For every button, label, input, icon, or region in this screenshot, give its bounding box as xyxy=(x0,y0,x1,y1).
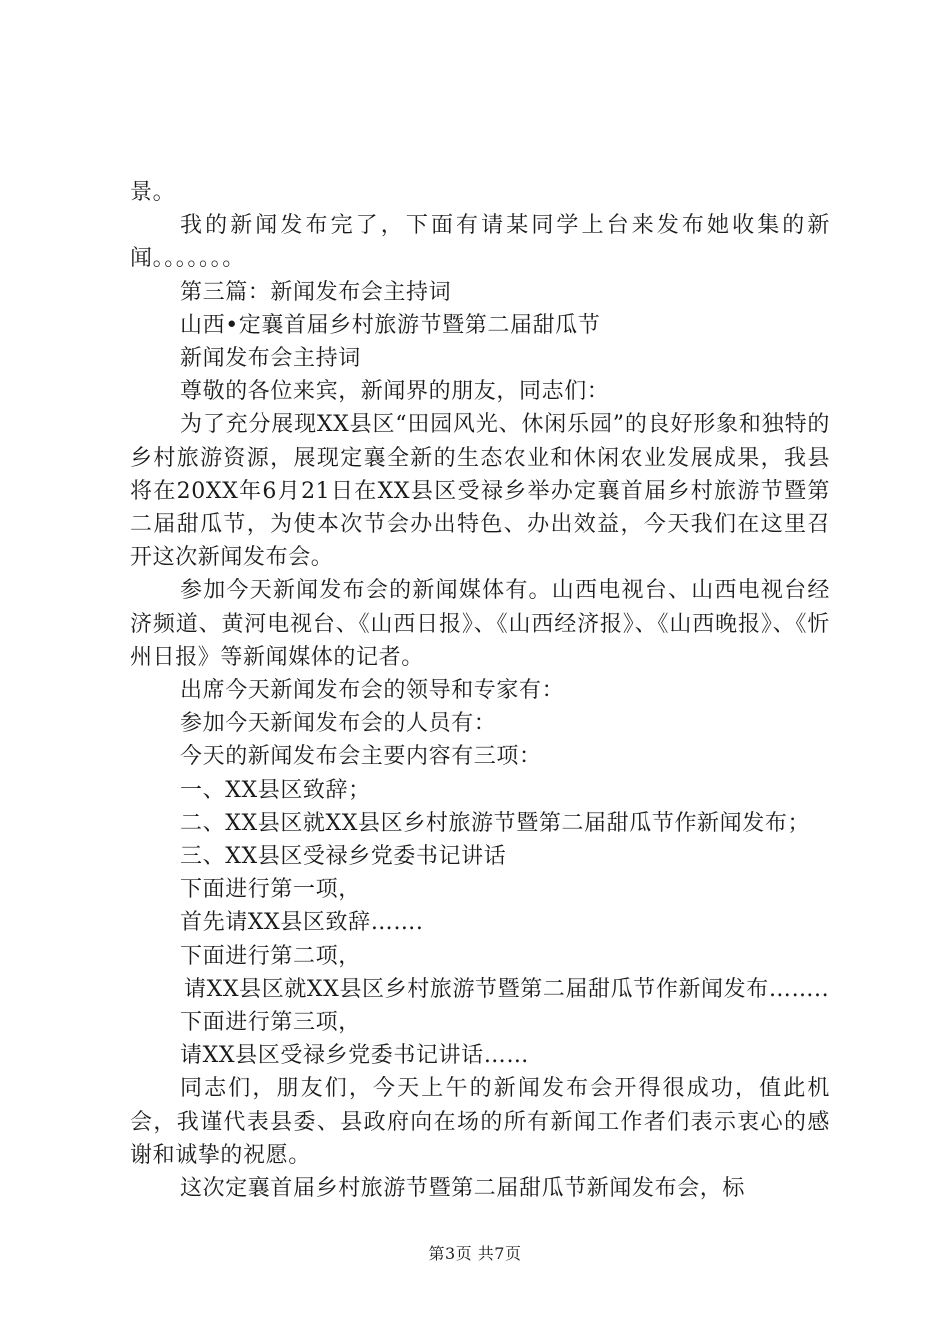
event-title: 山西•定襄首届乡村旅游节暨第二届甜瓜节 xyxy=(180,312,601,338)
paragraph-media: 参加今天新闻发布会的新闻媒体有。山西电视台、山西电视台经济频道、黄河电视台、《山西日报》、《山西经济报》、《山西晚报》、《忻州日报》等新闻媒体的记者。 xyxy=(130,578,830,670)
paragraph-closing: 这次定襄首届乡村旅游节暨第二届甜瓜节新闻发布会，标 xyxy=(180,1176,746,1202)
paragraph-1: 景。 xyxy=(130,180,176,205)
paragraph-leaders: 出席今天新闻发布会的领导和专家有： xyxy=(180,678,565,704)
document-body xyxy=(130,176,830,1205)
salutation: 尊敬的各位来宾，新闻界的朋友，同志们： xyxy=(180,379,610,405)
page-number: 第3页 共7页 xyxy=(428,1244,522,1263)
proceed-item-1-detail: 首先请XX县区致辞……. xyxy=(180,910,424,936)
paragraph-attendees: 参加今天新闻发布会的人员有： xyxy=(180,711,497,737)
paragraph-purpose: 为了充分展现XX县区“田园风光、休闲乐园”的良好形象和独特的乡村旅游资源，展现定襄全新的生态农业和休闲农业发展成果，我县将在20XX年6月21日在XX县区受禄乡举办定襄首届乡村旅游节暨第二届甜瓜节，为使本次节会办出特色、办出效益，今天我们在这里召开这次新闻发布会。 xyxy=(130,412,830,571)
paragraph-2: 我的新闻发布完了，下面有请某同学上台来发布她收集的新闻。。。。。。。 xyxy=(130,213,830,272)
agenda-item-2: 二、XX县区就XX县区乡村旅游节暨第二届甜瓜节作新闻发布； xyxy=(180,810,811,836)
proceed-item-3-detail: 请XX县区受禄乡党委书记讲话…… xyxy=(180,1043,529,1069)
agenda-item-1: 一、XX县区致辞； xyxy=(180,777,371,803)
event-subtitle: 新闻发布会主持词 xyxy=(180,346,361,372)
agenda-item-3: 三、XX县区受禄乡党委书记讲话 xyxy=(180,844,507,870)
paragraph-thanks: 同志们，朋友们，今天上午的新闻发布会开得很成功，值此机会，我谨代表县委、县政府向在场的所有新闻工作者们表示衷心的感谢和诚挚的祝愿。 xyxy=(130,1076,830,1168)
proceed-item-3: 下面进行第三项， xyxy=(180,1010,361,1036)
section-heading: 第三篇：新闻发布会主持词 xyxy=(180,279,452,305)
proceed-item-1: 下面进行第一项， xyxy=(180,877,361,903)
paragraph-agenda: 今天的新闻发布会主要内容有三项： xyxy=(180,744,542,770)
proceed-item-2: 下面进行第二项， xyxy=(180,943,361,969)
proceed-item-2-detail: 请XX县区就XX县区乡村旅游节暨第二届甜瓜节作新闻发布…….. xyxy=(184,976,830,1002)
